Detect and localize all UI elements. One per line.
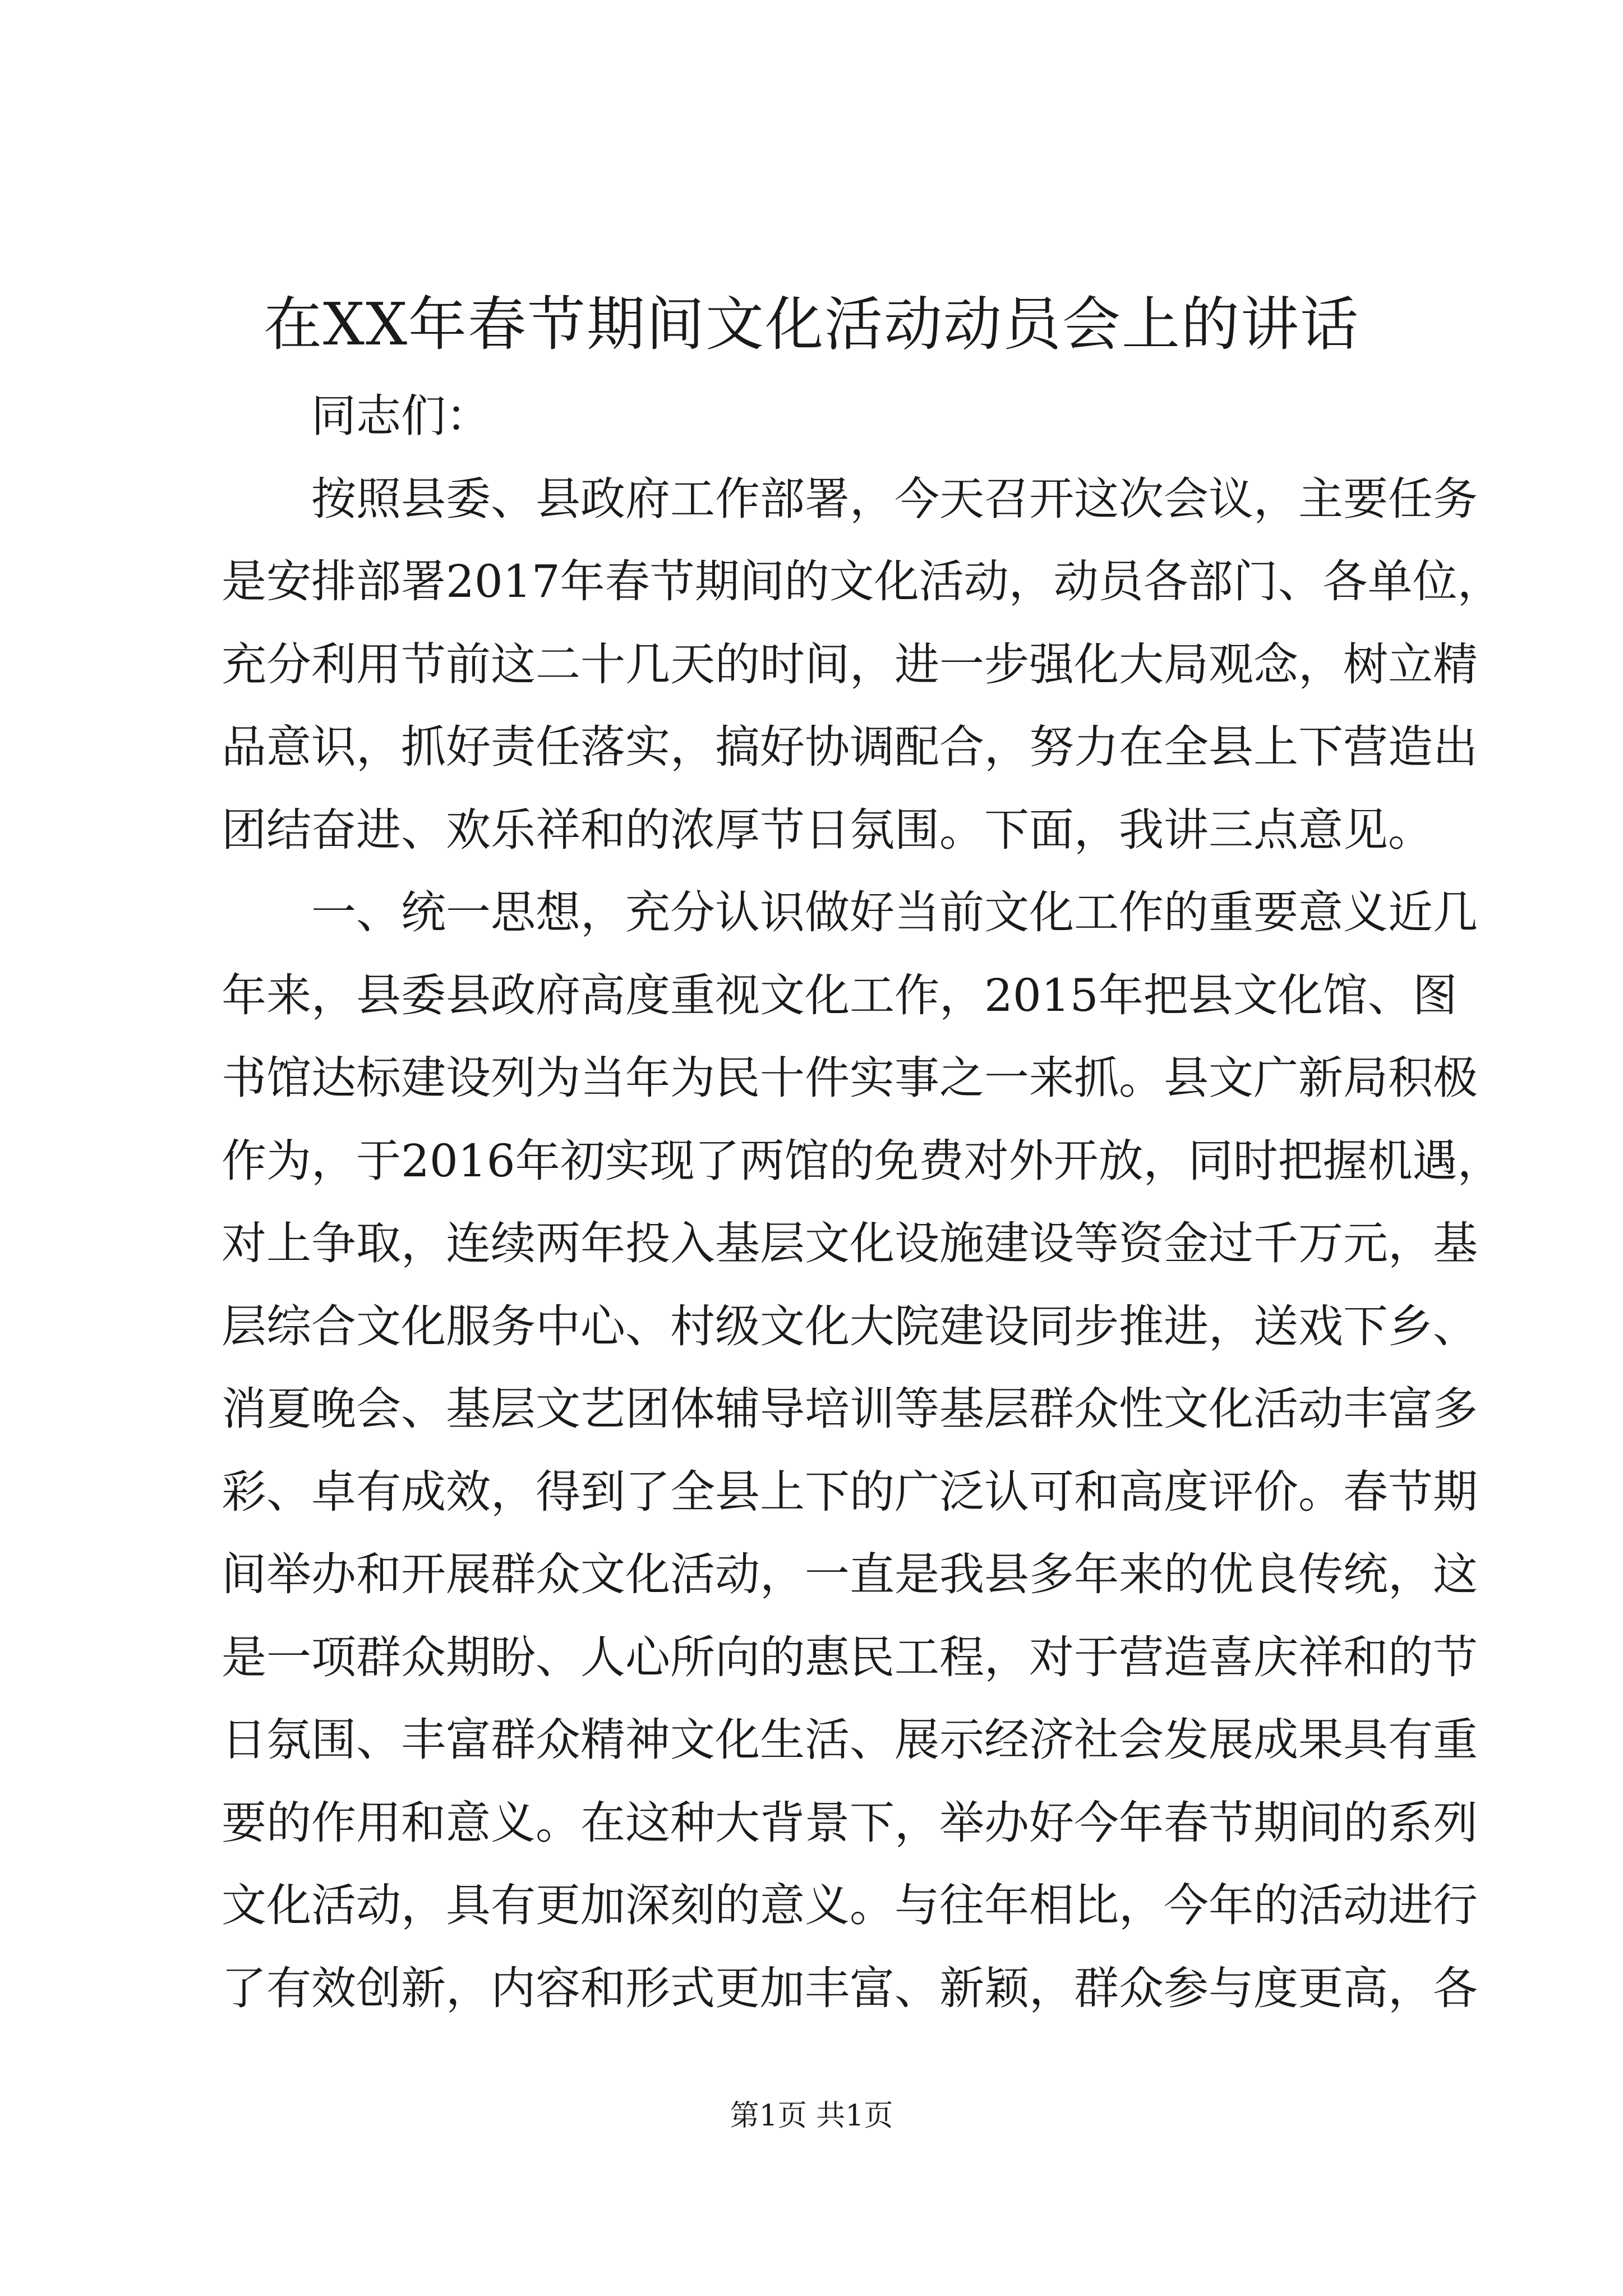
- document-title: 在XX年春节期间文化活动动员会上的讲话: [263, 290, 1360, 358]
- body-line: 按照县委、县政府工作部署，今天召开这次会议，主要任务: [311, 472, 1478, 525]
- body-line: 作为，于2016年初实现了两馆的免费对外开放，同时把握机遇，: [222, 1134, 1502, 1187]
- body-line: 消夏晚会、基层文艺团体辅导培训等基层群众性文化活动丰富多: [222, 1383, 1478, 1435]
- body-line: 了有效创新，内容和形式更加丰富、新颖，群众参与度更高，各: [222, 1962, 1478, 2014]
- body-line: 彩、卓有成效，得到了全县上下的广泛认可和高度评价。春节期: [222, 1465, 1478, 1518]
- body-line: 间举办和开展群众文化活动，一直是我县多年来的优良传统，这: [222, 1548, 1478, 1600]
- body-line: 书馆达标建设列为当年为民十件实事之一来抓。县文广新局积极: [222, 1052, 1478, 1104]
- page-footer: 第1页 共1页: [730, 2099, 893, 2133]
- body-line: 团结奋进、欢乐祥和的浓厚节日氛围。下面，我讲三点意见。: [222, 803, 1433, 856]
- body-line: 是一项群众期盼、人心所向的惠民工程，对于营造喜庆祥和的节: [222, 1631, 1478, 1683]
- body-line: 品意识，抓好责任落实，搞好协调配合，努力在全县上下营造出: [222, 721, 1478, 773]
- body-line: 一、统一思想，充分认识做好当前文化工作的重要意义近几: [311, 886, 1478, 938]
- body-line: 年来，县委县政府高度重视文化工作，2015年把县文化馆、图: [222, 969, 1458, 1022]
- body-line: 要的作用和意义。在这种大背景下，举办好今年春节期间的系列: [222, 1796, 1478, 1849]
- body-line: 对上争取，连续两年投入基层文化设施建设等资金过千万元，基: [222, 1217, 1478, 1269]
- body-line: 文化活动，具有更加深刻的意义。与往年相比，今年的活动进行: [222, 1879, 1478, 1931]
- document-body: [222, 375, 1502, 2030]
- body-line: 日氛围、丰富群众精神文化生活、展示经济社会发展成果具有重: [222, 1714, 1478, 1766]
- body-line: 是安排部署2017年春节期间的文化活动，动员各部门、各单位，: [222, 555, 1502, 608]
- body-line: 充分利用节前这二十几天的时间，进一步强化大局观念，树立精: [222, 638, 1478, 691]
- salutation-line: 同志们：: [311, 390, 491, 442]
- body-line: 层综合文化服务中心、村级文化大院建设同步推进，送戏下乡、: [222, 1300, 1478, 1352]
